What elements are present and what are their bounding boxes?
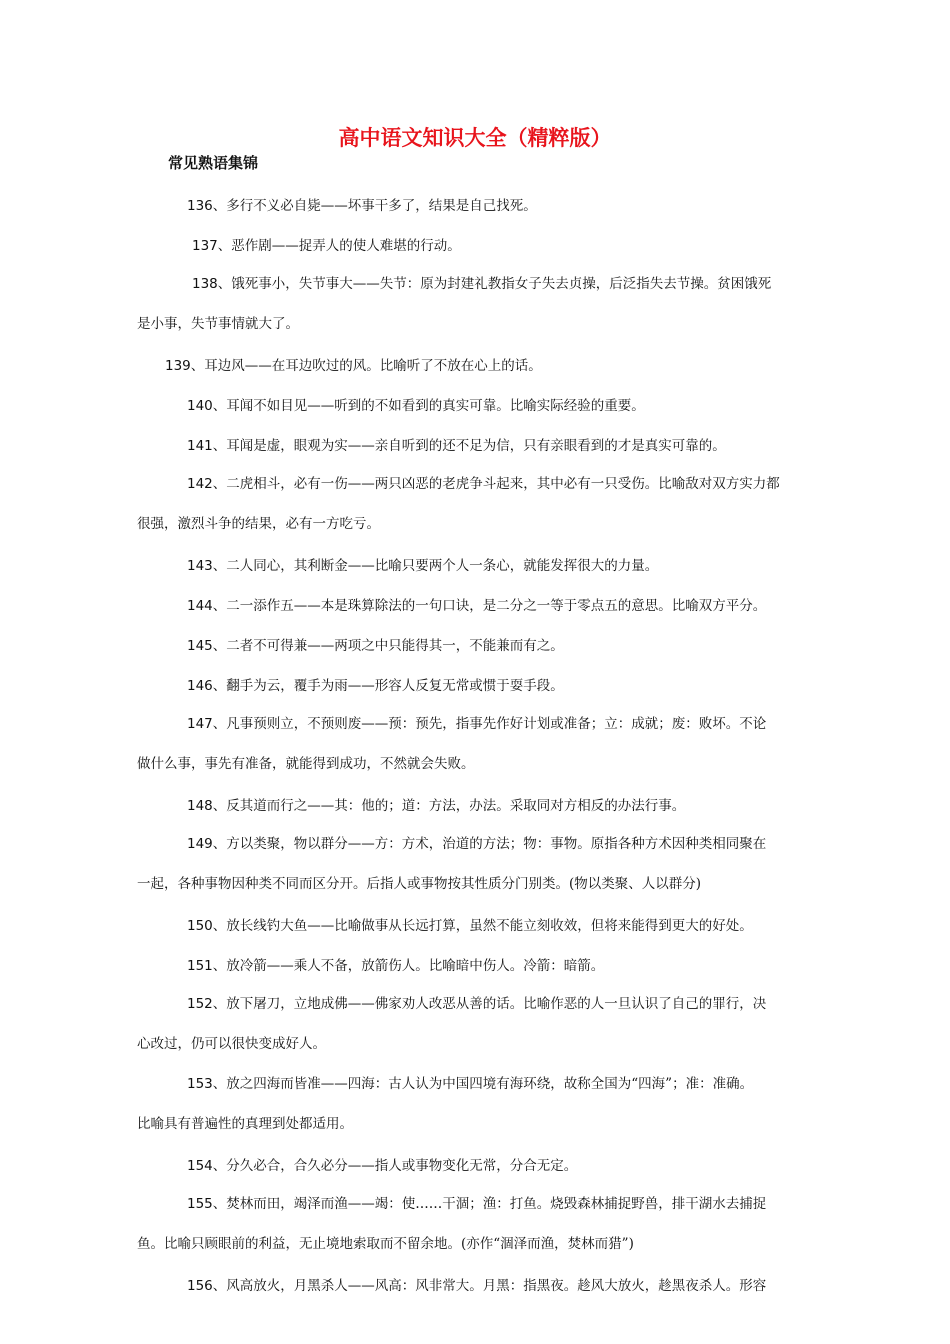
- entry-number: 144: [187, 598, 213, 614]
- entry-line: [137, 706, 813, 742]
- entry-line: [137, 678, 564, 694]
- entry-number: 141: [187, 438, 213, 454]
- entry-continuation: 心改过，仍可以很快变成好人。: [137, 1036, 326, 1052]
- entry-text: 、二一添作五——本是珠算除法的一句口诀，是二分之一等于零点五的意思。比喻双方平分。: [212, 598, 767, 614]
- entry-number: 156: [187, 1278, 213, 1294]
- entry-number: 151: [187, 958, 213, 974]
- entry-number: 136: [187, 198, 213, 214]
- entry-text: 、分久必合，合久必分——指人或事物变化无常，分合无定。: [212, 1158, 578, 1174]
- entry-number: 140: [187, 398, 213, 414]
- entry-number: 154: [187, 1158, 213, 1174]
- entry-line: [137, 466, 813, 502]
- entry-line: [137, 986, 813, 1022]
- idiom-entry: [137, 586, 813, 626]
- entry-line: [137, 918, 753, 934]
- idiom-entry: [137, 346, 813, 386]
- entry-text: 、饿死事小，失节事大——失节：原为封建礼教指女子失去贞操，后泛指失去节操。贫困饿死: [217, 276, 772, 292]
- idiom-entry: [137, 426, 813, 466]
- entry-number: 149: [187, 836, 213, 852]
- entry-text: 、二人同心，其利断金——比喻只要两个人一条心，就能发挥很大的力量。: [212, 558, 659, 574]
- idiom-entry: [137, 826, 813, 906]
- entry-text: 、放冷箭——乘人不备，放箭伤人。比喻暗中伤人。冷箭：暗箭。: [212, 958, 605, 974]
- entry-line: [137, 238, 461, 254]
- idiom-entry: [137, 986, 813, 1066]
- entry-line: [137, 398, 645, 414]
- entry-line: [137, 958, 604, 974]
- idiom-entry: [137, 386, 813, 426]
- document-title: 高中语文知识大全（精粹版）: [338, 126, 612, 150]
- entry-line: [137, 358, 542, 374]
- entry-text: 、方以类聚，物以群分——方：方术，治道的方法；物：事物。原指各种方术因种类相同聚在: [212, 836, 767, 852]
- idiom-entry: [137, 1186, 813, 1266]
- entry-number: 152: [187, 996, 213, 1012]
- entry-number: 146: [187, 678, 213, 694]
- entry-number: 142: [187, 476, 213, 492]
- entry-text: 、放长线钓大鱼——比喻做事从长远打算，虽然不能立刻收效，但将来能得到更大的好处。: [212, 918, 753, 934]
- entry-line: [137, 826, 813, 862]
- idiom-entry: [137, 666, 813, 706]
- entry-line: [137, 638, 564, 654]
- entry-text: 、焚林而田，竭泽而渔——竭：使……干涸；渔：打鱼。烧毁森林捕捉野兽，排干湖水去捕捉: [212, 1196, 767, 1212]
- entry-number: 139: [165, 358, 191, 374]
- entry-text: 、反其道而行之——其：他的；道：方法，办法。采取同对方相反的办法行事。: [212, 798, 686, 814]
- entry-number: 145: [187, 638, 213, 654]
- entry-line: [137, 266, 813, 302]
- entry-text: 、风高放火，月黑杀人——风高：风非常大。月黑：指黑夜。趁风大放火，趁黑夜杀人。形容: [212, 1278, 767, 1294]
- entry-continuation: 是小事，失节事情就大了。: [137, 316, 299, 332]
- entry-line: [137, 1066, 813, 1102]
- entry-text: 、耳闻不如目见——听到的不如看到的真实可靠。比喻实际经验的重要。: [212, 398, 645, 414]
- entry-number: 155: [187, 1196, 213, 1212]
- entry-number: 148: [187, 798, 213, 814]
- idiom-entry: [137, 186, 813, 226]
- entry-line: [137, 1278, 766, 1294]
- entry-text: 、凡事预则立，不预则废——预：预先，指事先作好计划或准备；立：成就；废：败坏。不论: [212, 716, 767, 732]
- entry-continuation: 很强，激烈斗争的结果，必有一方吃亏。: [137, 516, 380, 532]
- entry-line: [137, 198, 537, 214]
- entry-text: 、耳闻是虚，眼观为实——亲自听到的还不足为信，只有亲眼看到的才是真实可靠的。: [212, 438, 726, 454]
- entry-number: 137: [192, 238, 218, 254]
- entry-text: 、翻手为云，覆手为雨——形容人反复无常或惯于耍手段。: [212, 678, 564, 694]
- entry-line: [137, 1186, 813, 1222]
- entry-line: [137, 438, 726, 454]
- idiom-entry: [137, 466, 813, 546]
- idiom-entry: [137, 1066, 813, 1146]
- idiom-entry: [137, 1146, 813, 1186]
- idiom-entry: [137, 266, 813, 346]
- entry-line: [137, 598, 766, 614]
- idiom-entry: [137, 786, 813, 826]
- entry-line: [137, 558, 658, 574]
- entry-text: 、恶作剧——捉弄人的使人难堪的行动。: [217, 238, 461, 254]
- entry-continuation: 比喻具有普遍性的真理到处都适用。: [137, 1116, 353, 1132]
- idiom-entry: [137, 226, 813, 266]
- entry-continuation: 一起，各种事物因种类不同而区分开。后指人或事物按其性质分门别类。(物以类聚、人以群分): [137, 876, 702, 892]
- idiom-list: [137, 186, 813, 1306]
- entry-number: 143: [187, 558, 213, 574]
- entry-text: 、二者不可得兼——两项之中只能得其一，不能兼而有之。: [212, 638, 564, 654]
- entry-line: [137, 1158, 577, 1174]
- entry-continuation: 鱼。比喻只顾眼前的利益，无止境地索取而不留余地。(亦作“涸泽而渔，焚林而猎”): [137, 1236, 634, 1252]
- entry-continuation: 做什么事，事先有准备，就能得到成功，不然就会失败。: [137, 756, 475, 772]
- entry-text: 、多行不义必自毙——坏事干多了，结果是自己找死。: [212, 198, 537, 214]
- idiom-entry: [137, 1266, 813, 1306]
- entry-number: 153: [187, 1076, 213, 1092]
- idiom-entry: [137, 546, 813, 586]
- entry-line: [137, 798, 685, 814]
- idiom-entry: [137, 906, 813, 946]
- entry-number: 147: [187, 716, 213, 732]
- section-heading: 常见熟语集锦: [168, 154, 259, 172]
- entry-text: 、放下屠刀，立地成佛——佛家劝人改恶从善的话。比喻作恶的人一旦认识了自己的罪行，决: [212, 996, 767, 1012]
- entry-number: 138: [192, 276, 218, 292]
- idiom-entry: [137, 706, 813, 786]
- entry-text: 、二虎相斗，必有一伤——两只凶恶的老虎争斗起来，其中必有一只受伤。比喻敌对双方实力都: [212, 476, 780, 492]
- entry-text: 、耳边风——在耳边吹过的风。比喻听了不放在心上的话。: [190, 358, 542, 374]
- idiom-entry: [137, 946, 813, 986]
- idiom-entry: [137, 626, 813, 666]
- entry-text: 、放之四海而皆准——四海：古人认为中国四境有海环绕，故称全国为“四海”；准：准确。: [212, 1076, 754, 1092]
- entry-number: 150: [187, 918, 213, 934]
